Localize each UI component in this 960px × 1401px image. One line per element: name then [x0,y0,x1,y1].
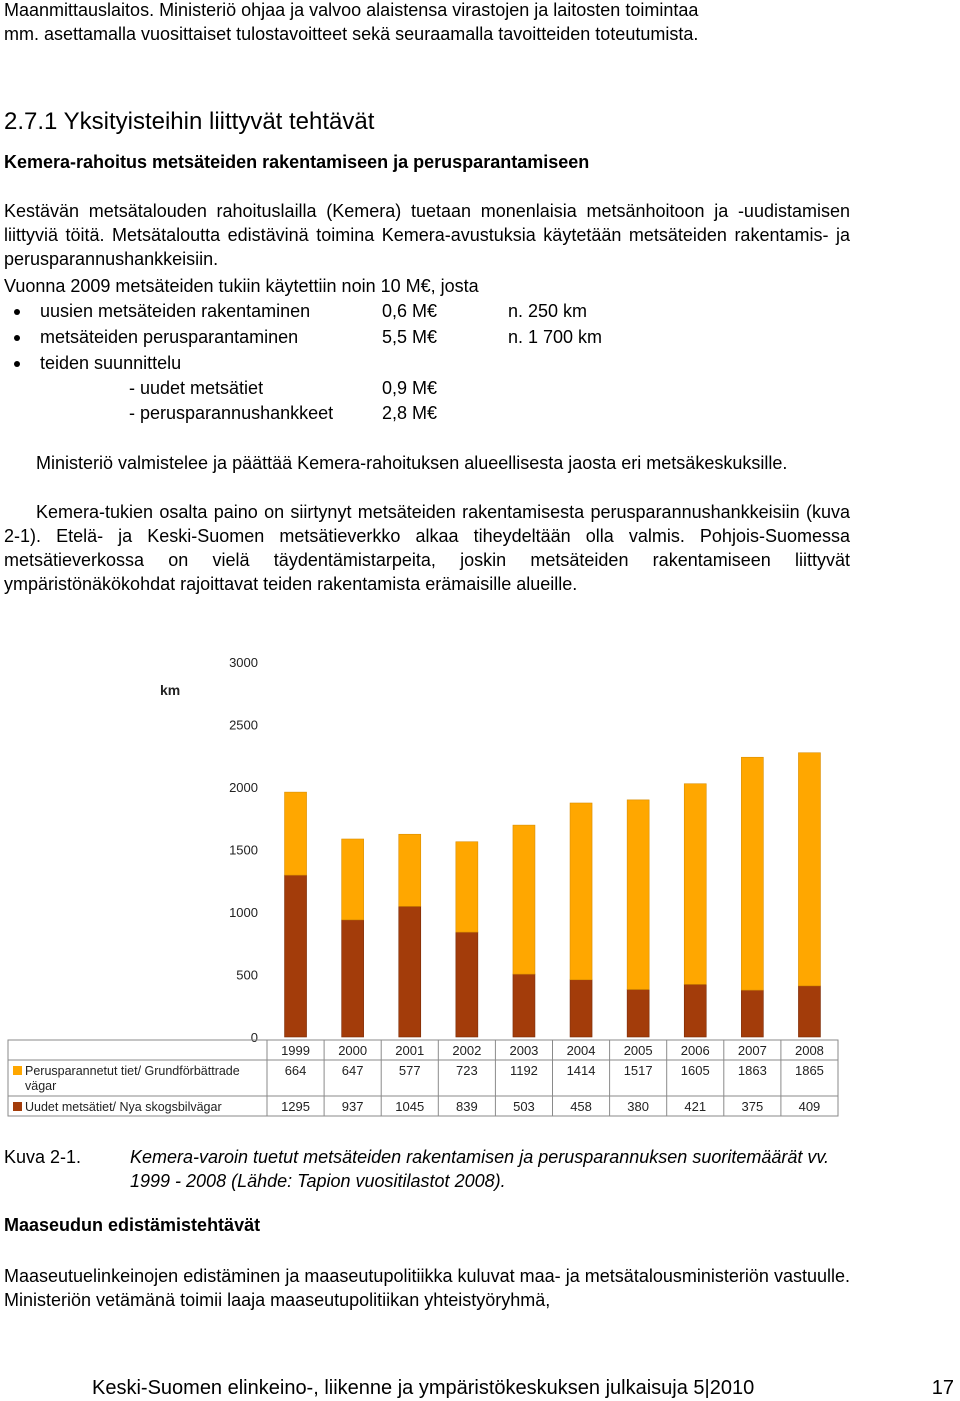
bar-new-roads [513,974,535,1037]
data-label: 647 [341,1063,364,1078]
bar-improved-roads [285,792,307,875]
y-axis-label: km [160,682,181,698]
data-label: 1517 [623,1063,653,1078]
caption-text: Kemera-varoin tuetut metsäteiden rakentamisen ja perusparannuksen suoritemäärät vv. 1999 - 2008 (Lähde: Tapion vuositilastot 2008). [130,1147,830,1191]
bar-improved-roads [798,753,820,986]
x-tick-label: 2003 [509,1043,539,1058]
bar-new-roads [285,875,307,1037]
data-label: 664 [284,1063,307,1078]
data-label: 1605 [680,1063,710,1078]
y-tick-label: 3000 [229,655,258,670]
data-label: 380 [627,1099,650,1114]
bullet-amount: 0,6 M€ [382,301,438,321]
legend-swatch-improved [13,1066,22,1075]
caption-label: Kuva 2-1. [4,1147,82,1167]
bullet-label: uusien metsäteiden rakentaminen [40,301,311,321]
data-label: 1863 [737,1063,767,1078]
data-label: 409 [798,1099,821,1114]
bullet-label: teiden suunnittelu [40,353,182,373]
data-label: 458 [570,1099,592,1114]
paragraph-kemera: Kestävän metsätalouden rahoituslailla (Kemera) tuetaan monenlaisia metsänhoitoon ja -uudistamisen liittyviä töitä. Metsätaloutta edistävinä toimina Kemera-avustuksia käytetään metsäteiden rakentamis- ja perusparannushankkeisiin. [4,201,850,269]
data-label: 839 [455,1099,478,1114]
funding-intro: Vuonna 2009 metsäteiden tukiin käytettiin noin 10 M€, josta [4,276,479,296]
bullet-label: metsäteiden perusparantaminen [40,327,299,347]
data-label: 1045 [395,1099,425,1114]
sub-item-amount: 2,8 M€ [382,403,438,423]
bar-improved-roads [627,800,649,990]
y-tick-label: 2000 [229,780,258,795]
bullet-dot-icon [14,335,20,341]
road-chart [0,648,850,1118]
section-title: 2.7.1 Yksityisteihin liittyvät tehtävät [4,108,375,135]
x-tick-label: 1999 [281,1043,311,1058]
legend-label-new: Uudet metsätiet/ Nya skogsbilvägar [25,1100,222,1114]
bar-new-roads [570,980,592,1037]
y-tick-label: 500 [236,967,258,983]
page-number: 17 [931,1377,954,1399]
bullet-length: n. 1 700 km [508,327,603,347]
data-label: 1192 [509,1063,538,1078]
heading-rural: Maaseudun edistämistehtävät [4,1215,261,1235]
x-tick-label: 2008 [794,1043,824,1058]
subheading: Kemera-rahoitus metsäteiden rakentamiseen ja perusparantamiseen [4,152,590,172]
data-label: 375 [741,1099,764,1114]
x-tick-label: 2002 [452,1043,482,1058]
footer-publication: Keski-Suomen elinkeino-, liikenne ja ympäristökeskuksen julkaisuja 5|2010 [92,1377,755,1399]
sub-item-label: - uudet metsätiet [129,378,264,398]
bar-new-roads [456,932,478,1037]
paragraph-rural: Maaseutuelinkeinojen edistäminen ja maaseutupolitiikka kuluvat maa- ja metsätalousministeriön vastuulle. Ministeriön vetämänä toimii laaja maaseutupolitiikan yhteistyöryhmä, [4,1266,850,1310]
x-tick-label: 2001 [395,1043,425,1058]
data-label: 503 [513,1099,535,1114]
bar-improved-roads [342,839,364,920]
bullet-amount: 5,5 M€ [382,327,438,347]
y-tick-label: 1000 [229,905,258,920]
bar-new-roads [741,990,763,1037]
bar-new-roads [342,920,364,1037]
y-tick-label: 2500 [229,717,258,733]
bar-new-roads [684,984,706,1037]
bar-new-roads [627,990,649,1038]
bar-improved-roads [513,825,535,974]
data-label: 723 [455,1063,478,1078]
bar-improved-roads [741,757,763,990]
bar-new-roads [798,986,820,1037]
data-label: 577 [398,1063,421,1078]
bullet-length: n. 250 km [508,301,588,321]
legend-label-improved: Perusparannetut tiet/ Grundförbättrade vägar [25,1064,240,1093]
x-tick-label: 2006 [680,1043,710,1058]
legend-swatch-new [13,1102,22,1111]
paragraph-ministry: Ministeriö valmistelee ja päättää Kemera-rahoituksen alueellisesta jaosta eri metsäkeskuksille. [36,453,788,473]
data-label: 1295 [281,1099,311,1114]
data-label: 1414 [566,1063,596,1078]
intro-line-2: mm. asettamalla vuosittaiset tulostavoitteet sekä seuraamalla tavoitteiden toteutumista. [4,24,699,44]
bar-new-roads [399,906,421,1037]
y-tick-label: 1500 [229,842,258,858]
sub-item-amount: 0,9 M€ [382,378,438,398]
data-label: 937 [341,1099,364,1114]
bar-improved-roads [570,803,592,980]
x-tick-label: 2005 [623,1043,653,1058]
bar-improved-roads [684,784,706,985]
bar-improved-roads [399,834,421,906]
x-tick-label: 2004 [566,1043,596,1058]
sub-item-label: - perusparannushankkeet [129,403,334,423]
data-label: 1865 [794,1063,824,1078]
bullet-dot-icon [14,361,20,367]
x-tick-label: 2007 [737,1043,767,1058]
y-tick-label: 0 [250,1030,258,1045]
intro-line-1: Maanmittauslaitos. Ministeriö ohjaa ja valvoo alaistensa virastojen ja laitosten toimintaa [4,0,699,20]
data-label: 421 [684,1099,707,1114]
paragraph-weight-shift: Kemera-tukien osalta paino on siirtynyt metsäteiden rakentamisesta perusparannushankkeisiin (kuva 2-1). Etelä- ja Keski-Suomen metsätieverkko alkaa tiheydeltään olla valmis. Pohjois-Suomessa metsätieverkossa on vielä täydentämistarpeita, joskin metsäteiden rakentamiseen liittyvät ympäristönäkökohdat rajoittavat teiden rakentamista erämaisille alueille. [4,502,850,594]
bar-improved-roads [456,842,478,932]
x-tick-label: 2000 [338,1043,368,1058]
bullet-dot-icon [14,309,20,315]
